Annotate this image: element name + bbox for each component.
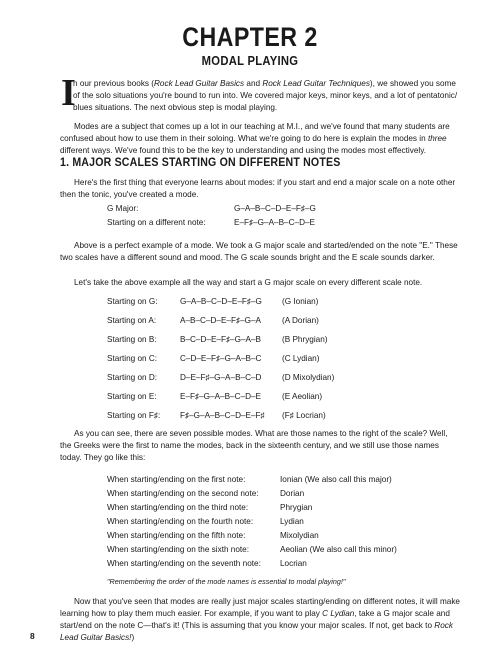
intro-line-2: of the solo situations you're bound to run into. We covered major keys, minor keys, and a lot of pentatonic/: [73, 91, 458, 100]
table-row-when: When starting/ending on the fourth note:: [107, 517, 254, 526]
table-row-name: Phrygian: [280, 503, 313, 512]
table-row-when: When starting/ending on the fifth note:: [107, 531, 246, 540]
drop-cap: I: [61, 72, 76, 114]
example-notes: E–F♯–G–A–B–C–D–E: [234, 218, 316, 227]
intro-line-1: n our previous books (Rock Lead Guitar Basics and Rock Lead Guitar Techniques), we showed you some: [73, 79, 456, 88]
table-row-name: Lydian: [280, 517, 304, 526]
table-row-when: When starting/ending on the seventh note:: [107, 559, 261, 568]
paragraph-conclusion: Now that you've seen that modes are really just major scales starting/ending on different notes, it will make learning how to play them much easier. For example, if you want to play C Lydian, take a G major scale and start/end on the note C—that's it! (This is assuming that you know your major scales. If not, get back to Rock Lead Guitar Basics!): [60, 597, 460, 642]
table-row-start: Starting on A:: [107, 316, 157, 325]
table-row-notes: G–A–B–C–D–E–F♯–G: [180, 297, 262, 306]
table-row-mode: (E Aeolian): [282, 392, 323, 401]
table-row-start: Starting on G:: [107, 297, 158, 306]
table-row-start: Starting on F♯:: [107, 411, 161, 420]
table-row-mode: (C Lydian): [282, 354, 320, 363]
paragraph-take-example: Let's take the above example all the way and start a G major scale on every different scale note.: [74, 278, 423, 287]
table-row-when: When starting/ending on the sixth note:: [107, 545, 250, 554]
chapter-title: CHAPTER 2: [182, 22, 318, 52]
table-row-name: Mixolydian: [280, 531, 319, 540]
table-row-name: Locrian: [280, 559, 307, 568]
table-row-name: Dorian: [280, 489, 305, 498]
table-row-mode: (D Mixolydian): [282, 373, 335, 382]
table-row-notes: D–E–F♯–G–A–B–C–D: [180, 373, 262, 382]
paragraph-seven-modes: As you can see, there are seven possible modes. What are those names to the right of the scale? Well, the Greeks were the first to name the modes, back in the sixteenth century, and we still use those names today. They go like this:: [60, 429, 448, 462]
table-row-mode: (B Phrygian): [282, 335, 328, 344]
table-row-mode: (A Dorian): [282, 316, 319, 325]
table-row-when: When starting/ending on the third note:: [107, 503, 249, 512]
section-heading: 1. MAJOR SCALES STARTING ON DIFFERENT NOTES: [60, 157, 341, 169]
paragraph-modes-subject: Modes are a subject that comes up a lot in our teaching at M.I., and we've found that many students are confused about how to use them in their soloing. What we're going to do here is explain the modes in three different ways. We've found this to be the key to understanding and using the modes most effectively.: [60, 122, 450, 155]
table-row-notes: C–D–E–F♯–G–A–B–C: [180, 354, 262, 363]
example-notes: G–A–B–C–D–E–F♯–G: [234, 204, 316, 213]
table-row-mode: (G Ionian): [282, 297, 319, 306]
table-row-start: Starting on D:: [107, 373, 158, 382]
table-row-start: Starting on B:: [107, 335, 157, 344]
paragraph-first-thing: Here's the first thing that everyone learns about modes: if you start and end a major scale on a note other then the tonic, you've created a mode.: [60, 178, 456, 199]
intro-line-3: blues situations. The next obvious step is modal playing.: [73, 103, 278, 112]
table-row-notes: B–C–D–E–F♯–G–A–B: [180, 335, 262, 344]
table-row-start: Starting on C:: [107, 354, 158, 363]
table-row-notes: E–F♯–G–A–B–C–D–E: [180, 392, 262, 401]
page-number: 8: [30, 631, 35, 641]
table-row-notes: A–B–C–D–E–F♯–G–A: [180, 316, 262, 325]
table-row-name: Ionian (We also call this major): [280, 475, 392, 484]
table-row-mode: (F♯ Locrian): [282, 411, 326, 420]
table-row-name: Aeolian (We also call this minor): [280, 545, 397, 554]
table-row-when: When starting/ending on the second note:: [107, 489, 259, 498]
example-label: G Major:: [107, 204, 139, 213]
example-label: Starting on a different note:: [107, 218, 206, 227]
paragraph-perfect-example: Above is a perfect example of a mode. We took a G major scale and started/ended on the note "E." These two scales have a different sound and mood. The G scale sounds bright and the E scale sounds darker.: [60, 241, 458, 262]
table-row-when: When starting/ending on the first note:: [107, 475, 246, 484]
chapter-subtitle: MODAL PLAYING: [201, 54, 299, 68]
table-row-notes: F♯–G–A–B–C–D–E–F♯: [180, 411, 265, 420]
emphasis-quote: "Remembering the order of the mode names is essential to modal playing!": [107, 577, 346, 586]
table-row-start: Starting on E:: [107, 392, 157, 401]
